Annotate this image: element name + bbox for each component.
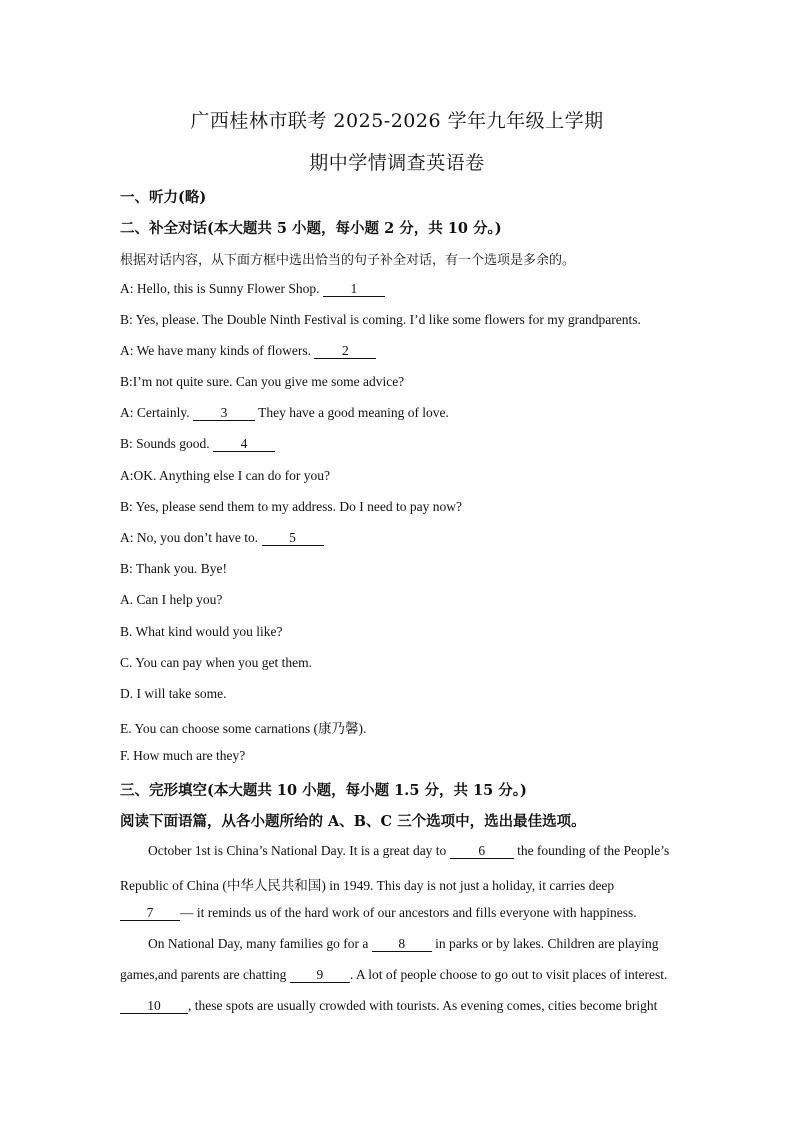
dialogue-text: B: Yes, please send them to my address. Do I need to pay now?: [120, 499, 462, 514]
dialogue-text: A: No, you don’t have to.: [120, 530, 262, 545]
passage-text: October 1st is China’s National Day. It is a great day to: [148, 843, 450, 858]
passage-line: [120, 874, 676, 894]
cloze-blank[interactable]: 8: [372, 937, 432, 952]
section-2-heading: 二、补全对话(本大题共 5 小题，每小题 2 分，共 10 分。): [120, 220, 502, 237]
answer-blank[interactable]: 2: [314, 344, 376, 359]
passage-text: , these spots are usually crowded with tourists. As evening comes, cities become bright: [188, 998, 658, 1013]
option-d: D. I will take some.: [120, 686, 227, 701]
answer-blank[interactable]: 5: [262, 531, 324, 546]
dialogue-text: A: Certainly.: [120, 405, 193, 420]
option-a: A. Can I help you?: [120, 592, 223, 607]
dialogue-text: A: Hello, this is Sunny Flower Shop.: [120, 281, 323, 296]
passage-text: games,and parents are chatting: [120, 967, 290, 982]
cloze-blank[interactable]: 9: [290, 968, 350, 983]
cloze-blank[interactable]: 6: [450, 844, 514, 859]
passage-text: On National Day, many families go for a: [148, 936, 372, 951]
passage-text: the founding of the People’s: [513, 843, 670, 858]
dialogue-text: A: We have many kinds of flowers.: [120, 343, 315, 358]
passage-line: [148, 843, 704, 859]
passage-text: — it reminds us of the hard work of our ancestors and fills everyone with happiness.: [180, 905, 637, 920]
dialogue-line: [120, 468, 330, 484]
option-e: E. You can choose some carnations (康乃馨).: [120, 721, 367, 736]
dialogue-line: [120, 405, 449, 421]
passage-line: [148, 936, 704, 952]
dialogue-line: [120, 561, 227, 577]
option-c: C. You can pay when you get them.: [120, 655, 312, 670]
dialogue-line: [120, 281, 385, 297]
answer-blank[interactable]: 3: [193, 406, 255, 421]
dialogue-text: B: Thank you. Bye!: [120, 561, 227, 576]
dialogue-text: B: Yes, please. The Double Ninth Festival is coming. I’d like some flowers for my grandparents.: [120, 312, 641, 327]
passage-line: [120, 967, 676, 983]
passage-line: [120, 998, 676, 1014]
exam-title-line-1: 广西桂林市联考 2025-2026 学年九年级上学期: [190, 110, 604, 132]
cloze-blank[interactable]: 10: [120, 999, 188, 1014]
section-1-heading: 一、听力(略): [120, 189, 207, 206]
dialogue-text: B:I’m not quite sure. Can you give me some advice?: [120, 374, 405, 389]
passage-text: Republic of China (中华人民共和国) in 1949. This day is not just a holiday, it carries deep: [120, 878, 615, 893]
answer-blank[interactable]: 1: [323, 282, 385, 297]
dialogue-line: [120, 499, 462, 515]
dialogue-line: [120, 343, 376, 359]
passage-line: [120, 905, 676, 921]
option-b: B. What kind would you like?: [120, 624, 283, 639]
dialogue-text: B: Sounds good.: [120, 436, 214, 451]
dialogue-text: A:OK. Anything else I can do for you?: [120, 468, 330, 483]
exam-title-line-2: 期中学情调查英语卷: [309, 152, 485, 174]
dialogue-line: [120, 312, 641, 328]
section-3-instruction: 阅读下面语篇，从各小题所给的 A、B、C 三个选项中，选出最佳选项。: [120, 813, 586, 830]
dialogue-text: They have a good meaning of love.: [254, 405, 449, 420]
cloze-blank[interactable]: 7: [120, 906, 180, 921]
passage-text: in parks or by lakes. Children are playing: [431, 936, 659, 951]
dialogue-line: [120, 436, 275, 452]
option-f: F. How much are they?: [120, 748, 246, 763]
passage-text: . A lot of people choose to go out to visit places of interest.: [349, 967, 668, 982]
answer-blank[interactable]: 4: [213, 437, 275, 452]
section-3-heading: 三、完形填空(本大题共 10 小题，每小题 1.5 分，共 15 分。): [120, 782, 527, 799]
dialogue-line: [120, 530, 324, 546]
section-2-instruction: 根据对话内容，从下面方框中选出恰当的句子补全对话，有一个选项是多余的。: [120, 253, 576, 268]
dialogue-line: [120, 374, 404, 390]
